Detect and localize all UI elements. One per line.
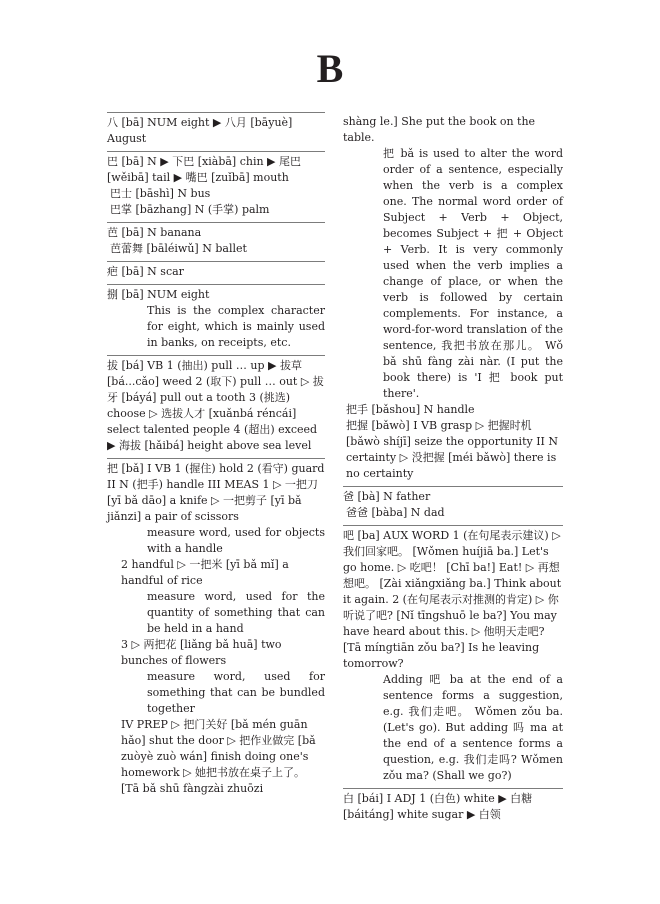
headword-line: 芭 [bā] N banana bbox=[107, 226, 202, 239]
left-column bbox=[107, 112, 325, 801]
headword-line: 疤 [bā] N scar bbox=[107, 265, 184, 278]
usage-note: This is the complex character for eight, which is mainly used in banks, on receipts, etc. bbox=[147, 304, 325, 349]
sub-entry: 芭蕾舞 [bāléiwǔ] N ballet bbox=[110, 242, 247, 255]
headword-line: 拔 [bá] VB 1 (抽出) pull … up ▶ 拔草 [bá...cǎo] weed 2 (取下) pull … out ▷ 拔牙 [báyá] pull out a tooth 3 (挑选) choose ▷ 选拔人才 [xuǎnbá réncái] select talented people 4 (超出) exceed ▶ 海拔 [hǎibá] height above sea level bbox=[107, 359, 324, 452]
sense-line: IV PREP ▷ 把门关好 [bǎ mén guān hǎo] shut the door ▷ 把作业做完 [bǎ zuòyè zuò wán] finish doing one's homework ▷ 她把书放在桌子上了。 [Tā bǎ shū fàngzài zhuōzi bbox=[121, 718, 316, 795]
sub-entry: 爸爸 [bàba] N dad bbox=[346, 506, 445, 519]
dictionary-entry bbox=[107, 112, 325, 151]
headword-line: 巴 [bā] N ▶ 下巴 [xiàbā] chin ▶ 尾巴 [wěibā] tail ▶ 嘴巴 [zuǐbā] mouth bbox=[107, 155, 302, 184]
dictionary-entry bbox=[107, 458, 325, 801]
usage-note: measure word, used for the quantity of something that can be held in a hand bbox=[147, 590, 325, 635]
dictionary-entry bbox=[343, 788, 563, 827]
headword-line: 吧 [ba] AUX WORD 1 (在句尾表示建议) ▷ 我们回家吧。 [Wǒmen huíjiā ba.] Let's go home. ▷ 吃吧！ [Chī ba!] Eat! ▷ 再想想吧。 [Zài xiǎngxiǎng ba.] Think about it again. 2 (在句尾表示对推测的肯定) ▷ 你听说了吧? [Nǐ tīngshuō le ba?] You may have heard about this. ▷ 他明天走吧? [Tā míngtiān zǒu ba?] Is he leaving tomorrow? bbox=[343, 529, 562, 670]
usage-note: measure word, used for something that can be bundled together bbox=[147, 670, 325, 715]
usage-note: Adding 吧 ba at the end of a sentence forms a suggestion, e.g. 我们走吧。 Wǒmen zǒu ba. (Let's go). But adding 吗 ma at the end of a sentence forms a question, e.g. 我们走吗? Wǒmen zǒu ma? (Shall we go?) bbox=[383, 673, 563, 782]
headword-line: 把 [bǎ] I VB 1 (握住) hold 2 (看守) guard II N (把手) handle III MEAS 1 ▷ 一把刀 [yī bǎ dāo] a knife ▷ 一把剪子 [yī bǎ jiǎnzi] a pair of scissors bbox=[107, 462, 325, 523]
dictionary-entry bbox=[343, 486, 563, 525]
headword-line: 捌 [bā] NUM eight bbox=[107, 288, 210, 301]
sub-entry: 把手 [bǎshou] N handle bbox=[346, 403, 475, 416]
sub-entry: 巴掌 [bāzhang] N (手掌) palm bbox=[110, 203, 270, 216]
continued-line: shàng le.] She put the book on the table. bbox=[343, 115, 536, 144]
sense-line: 3 ▷ 两把花 [liǎng bǎ huā] two bunches of flowers bbox=[121, 638, 282, 667]
sub-entry: 把握 [bǎwò] I VB grasp ▷ 把握时机 [bǎwò shíjī] seize the opportunity II N certainty ▷ 没把握 [méi bǎwò] there is no certainty bbox=[346, 419, 559, 480]
sense-line: 2 handful ▷ 一把米 [yī bǎ mǐ] a handful of rice bbox=[121, 558, 289, 587]
headword-line: 八 [bā] NUM eight ▶ 八月 [bāyuè] August bbox=[107, 116, 293, 145]
right-column bbox=[343, 112, 563, 827]
dictionary-entry bbox=[343, 525, 563, 788]
usage-note: 把 bǎ is used to alter the word order of a sentence, especially when the verb is a complex one. The normal word order of Subject + Verb + Object, becomes Subject + 把 + Object + Verb. It is very commonly used when the verb implies a change of place, or when the verb is followed by certain complements. For instance, a word-for-word translation of the sentence, 我把书放在那儿。 Wǒ bǎ shū fàng zài nàr. (I put the book there) is 'I 把 book put there'. bbox=[383, 147, 563, 400]
dictionary-entry bbox=[343, 112, 563, 486]
dictionary-entry bbox=[107, 222, 325, 261]
dictionary-entry bbox=[107, 355, 325, 458]
sub-entry: 巴士 [bāshì] N bus bbox=[110, 187, 211, 200]
section-letter: B bbox=[316, 46, 344, 91]
usage-note: measure word, used for objects with a handle bbox=[147, 526, 325, 555]
headword-line: 白 [bái] I ADJ 1 (白色) white ▶ 白糖 [báitáng] white sugar ▶ 白领 bbox=[343, 792, 533, 821]
dictionary-entry bbox=[107, 284, 325, 355]
headword-line: 爸 [bà] N father bbox=[343, 490, 431, 503]
dictionary-entry bbox=[107, 261, 325, 284]
dictionary-entry bbox=[107, 151, 325, 222]
